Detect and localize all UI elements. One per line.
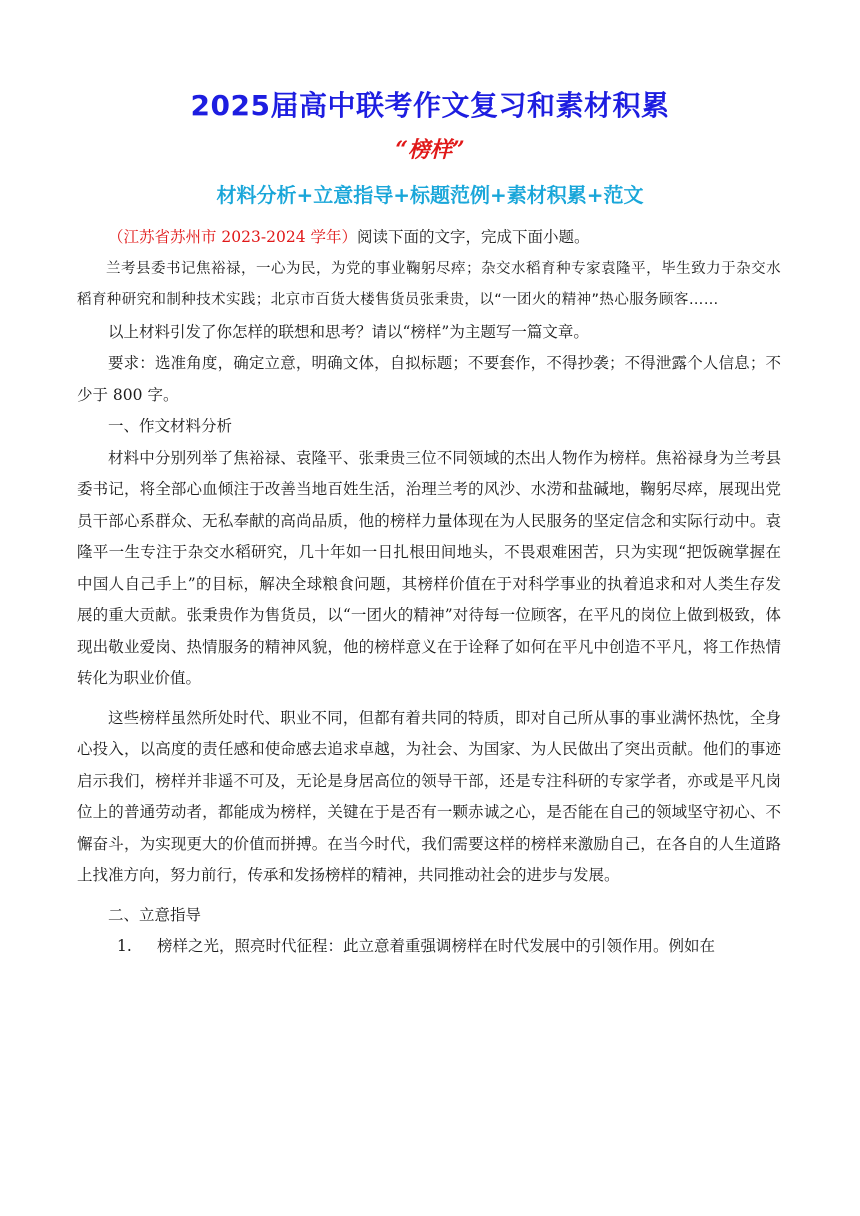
requirements: 要求：选准角度，确定立意，明确文体，自拟标题；不要套作，不得抄袭；不得泄露个人信息；不少于 800 字。 [77,354,781,404]
list-text: 榜样之光，照亮时代征程：此立意着重强调榜样在时代发展中的引领作用。例如在 [157,937,716,955]
section-heading-analysis: 一、作文材料分析 [108,417,233,435]
prompt-material: 兰考县委书记焦裕禄，一心为民，为党的事业鞠躬尽瘁；杂交水稻育种专家袁隆平，毕生致力于杂交水稻育种研究和制种技术实践；北京市百货大楼售货员张秉贵，以“一团火的精神”热心服务顾客…… [77,260,781,308]
section-heading-guidance: 二、立意指导 [108,905,202,924]
intro-paragraph [77,222,781,254]
analysis-paragraph-2: 这些榜样虽然所处时代、职业不同，但都有着共同的特质，即对自己所从事的事业满怀热忱，全身心投入，以高度的责任感和使命感去追求卓越，为社会、为国家、为人民做出了突出贡献。他们的事迹启示我们，榜样并非遥不可及，无论是身居高位的领导干部，还是专注科研的专家学者，亦或是平凡岗位上的普通劳动者，都能成为榜样，关键在于是否有一颗赤诚之心，是否能在自己的领域坚守初心、不懈奋斗，为实现更大的价值而拼搏。在当今时代，我们需要这样的榜样来激励自己，在各自的人生道路上找准方向，努力前行，传承和发扬榜样的精神，共同推动社会的进步与发展。 [77,708,781,884]
document-body [77,222,781,963]
intro-line: 阅读下面的文字，完成下面小题。 [357,228,590,246]
source-note: （江苏省苏州市 2023-2024 学年） [108,228,357,246]
list-number: 1. [117,937,132,955]
document-subtitle: “榜样” [395,137,465,163]
sections-line: 材料分析+立意指导+标题范例+素材积累+范文 [216,183,644,207]
analysis-paragraph-1: 材料中分别列举了焦裕禄、袁隆平、张秉贵三位不同领域的杰出人物作为榜样。焦裕禄身为兰考县委书记，将全部心血倾注于改善当地百姓生活，治理兰考的风沙、水涝和盐碱地，鞠躬尽瘁，展现出党员干部心系群众、无私奉献的高尚品质，他的榜样力量体现在为人民服务的坚定信念和实际行动中。袁隆平一生专注于杂交水稻研究，几十年如一日扎根田间地头，不畏艰难困苦，只为实现“把饭碗掌握在中国人自己手上”的目标，解决全球粮食问题，其榜样价值在于对科学事业的执着追求和对人类生存发展的重大贡献。张秉贵作为售货员，以“一团火的精神”对待每一位顾客，在平凡的岗位上做到极致，体现出敬业爱岗、热情服务的精神风貌，他的榜样意义在于诠释了如何在平凡中创造不平凡，将工作热情转化为职业价值。 [77,448,781,687]
paragraph-gap [77,695,781,703]
guidance-point-1 [77,931,781,963]
document-title: 2025届高中联考作文复习和素材积累 [190,89,670,122]
paragraph-gap [77,892,781,900]
prompt-question: 以上材料引发了你怎样的联想和思考？请以“榜样”为主题写一篇文章。 [108,322,589,341]
